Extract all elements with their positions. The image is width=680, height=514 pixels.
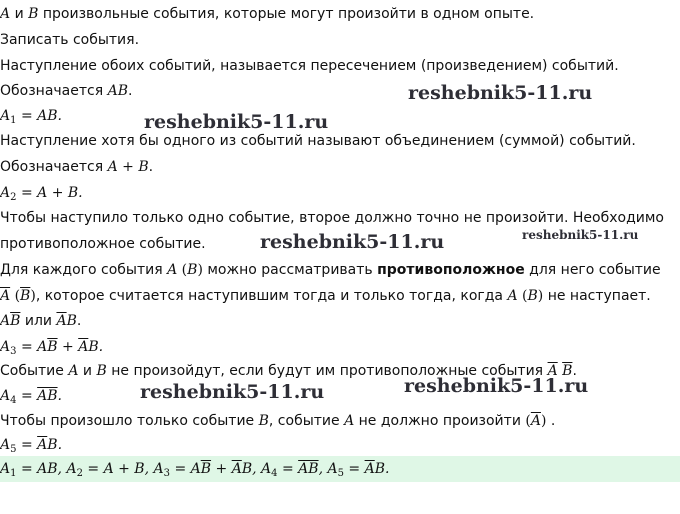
answer-line [0,456,680,482]
watermark: reshebnik5-11.ru [140,381,325,403]
var-a: A [0,437,11,453]
formula: = A [170,461,201,477]
text: . [572,363,577,379]
text: и [78,363,97,379]
text: не наступает. [543,288,651,304]
subscript: 5 [337,468,344,479]
var-ab-bar: $\overline{AB}$ [298,461,319,477]
line-17 [0,409,680,434]
var-b-bar: $\overline{B}$ [20,288,31,304]
watermark: reshebnik5-11.ru [260,231,445,253]
text: не произойдут, если будут им противоположные события [106,363,548,379]
var-a: A [153,461,164,477]
text: . [128,83,133,99]
var-a-bar: $\overline{A}$ [231,461,242,477]
line-18 [0,433,680,458]
var-a: A [0,339,11,355]
line-8 [0,181,680,206]
line-12 [0,284,680,309]
text: , которое считается наступившим тогда и только тогда, когда [35,288,508,304]
paren: ) [540,413,547,429]
var-ab-bar: $\overline{AB}$ [37,388,58,404]
var-b: B [66,313,77,329]
var-a: A [0,108,11,124]
var-a: A [327,461,338,477]
var-a: A [0,388,11,404]
line-3 [0,54,680,79]
operator: = [16,437,38,453]
var-a: A [0,313,11,329]
text: . [148,159,154,175]
var-b: B [88,339,99,355]
var-b: B [28,6,39,22]
subscript: 2 [76,468,83,479]
formula: = A + B. [16,185,83,201]
text: Чтобы произошло только событие [0,413,259,429]
var-a: A [0,185,11,201]
var-a-bar: $\overline{A}$ [78,339,89,355]
formula: = AB, [16,461,67,477]
punct: . [57,437,63,453]
paren: ) [197,262,203,278]
text: не должно произойти [354,413,526,429]
text: Записать события. [0,32,140,48]
line-1 [0,2,680,27]
punct: . [98,339,104,355]
text: Событие [0,363,69,379]
line-5 [0,104,680,129]
watermark: reshebnik5-11.ru [522,228,639,242]
var-a-bar: $\overline{A}$ [56,313,67,329]
var-b: B [96,363,107,379]
var-a: A [0,461,11,477]
var-a-bar: $\overline{A}$ [0,288,11,304]
var-a-bar: $\overline{A}$ [547,363,558,379]
text: Обозначается [0,159,108,175]
text: произвольные события, которые могут произойти в одном опыте. [38,6,535,22]
subscript: 4 [271,468,278,479]
var-b: B [47,437,58,453]
var-a-bar: $\overline{A}$ [530,413,541,429]
paren: ( [525,413,531,429]
subscript: 3 [163,468,170,479]
subscript: 3 [10,346,17,357]
var-b-bar: $\overline{B}$ [10,313,21,329]
var-a: A [344,413,355,429]
line-11 [0,258,680,283]
formula: = [343,461,365,477]
var-a: A [261,461,272,477]
var-a-bar: $\overline{A}$ [37,437,48,453]
text: можно рассматривать [202,262,378,278]
var-b: B [527,288,538,304]
watermark: reshebnik5-11.ru [144,111,329,133]
var-b: B [258,413,269,429]
var-b: B [187,262,198,278]
text: Для каждого события [0,262,168,278]
subscript: 2 [10,192,17,203]
var-a: A [167,262,178,278]
text: Наступление обоих событий, называется пересечением (произведением) событий. [0,58,619,74]
var-a-bar: $\overline{A}$ [364,461,375,477]
text: противоположное событие. [0,236,206,252]
subscript: 4 [10,395,17,406]
text: Наступление хотя бы одного из событий называют объединением (суммой) событий. [0,133,636,149]
watermark: reshebnik5-11.ru [404,375,589,397]
paren: ( [517,288,528,304]
var-a: A [507,288,518,304]
text: или [20,313,57,329]
text: Обозначается [0,83,108,99]
var-a: A [68,363,79,379]
formula: = A + B, [82,461,154,477]
var-a: A [66,461,77,477]
text: . [76,313,82,329]
var-b-bar: $\overline{B}$ [200,461,212,477]
line-7 [0,155,680,180]
formula: + [211,461,232,477]
formula: = AB. [16,108,62,124]
formula: B. [374,461,390,477]
operator: = [16,388,38,404]
text: Чтобы наступило только одно событие, второе должно точно не произойти. Необходимо [0,210,664,226]
formula: A + B [107,159,149,175]
formula: = [277,461,299,477]
line-14 [0,335,680,360]
text: для него событие [524,262,661,278]
line-2 [0,28,680,53]
text: . [546,413,556,429]
operator: + [57,339,79,355]
paren: ( [10,288,21,304]
formula: , [318,461,328,477]
bold-term: противоположное [377,262,525,278]
text: и [10,6,29,22]
watermark: reshebnik5-11.ru [408,82,593,104]
operator: = [16,339,38,355]
subscript: 5 [10,444,17,455]
var-a: A [0,6,11,22]
line-13 [0,309,680,334]
line-6 [0,129,680,154]
paren: ) [30,288,36,304]
formula: B, [241,461,262,477]
subscript: 1 [10,115,17,126]
var-b-bar: $\overline{B}$ [562,363,573,379]
formula: AB [107,83,128,99]
text: , событие [268,413,345,429]
paren: ( [177,262,188,278]
punct: . [57,388,62,404]
var-a: A [37,339,48,355]
var-b-bar: $\overline{B}$ [47,339,58,355]
subscript: 1 [10,468,17,479]
paren: ) [537,288,544,304]
